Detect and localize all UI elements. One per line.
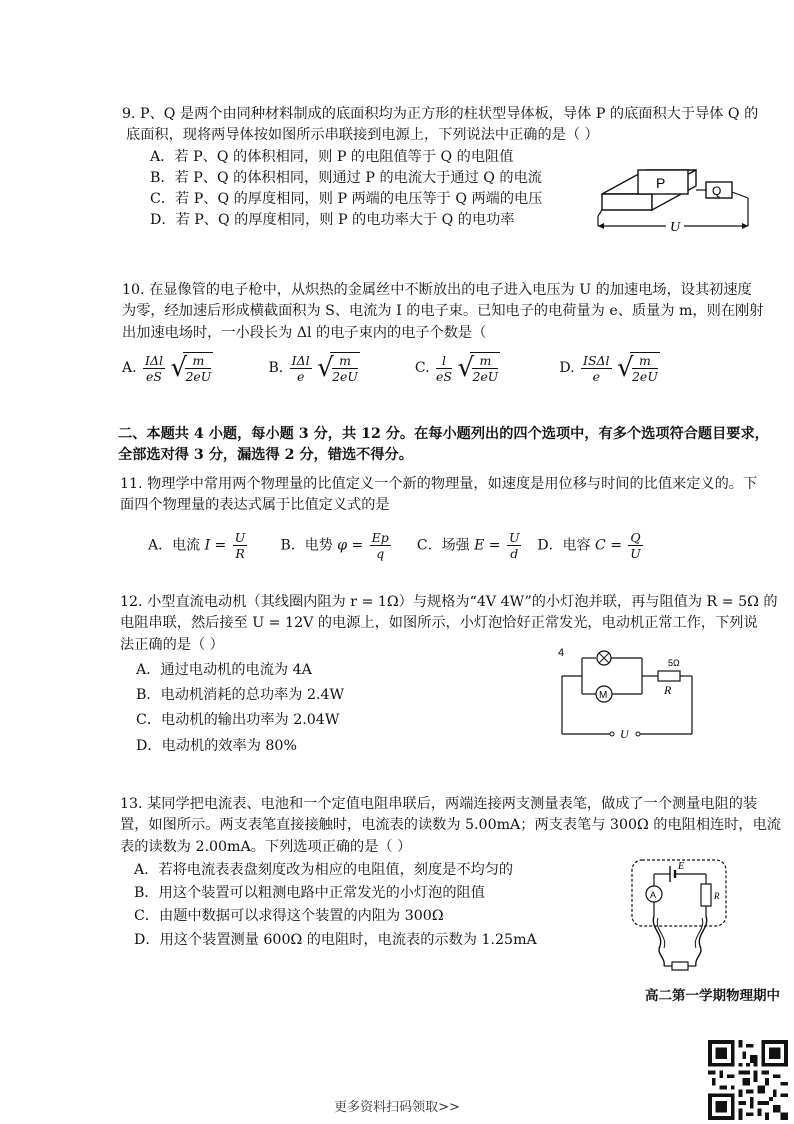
probe-wire-right: [696, 916, 707, 966]
mark-four: 4: [558, 647, 565, 659]
question-11-option-c: C．场强 E = $\frac{U}{d}$: [416, 530, 520, 561]
question-11-stem-1: 11. 物理学中常用两个物理量的比值定义一个新的物理量，如速度是用位移与时间的比值来定义的。下: [120, 476, 758, 492]
question-13-stem-2: 置，如图所示。两支表笔直接接触时，电流表的读数为 5.00mA；两支表笔与 300Ω 的电阻相连时，电流: [120, 817, 781, 834]
resistor-icon: [658, 671, 680, 681]
motor-circuit-figure: [556, 644, 706, 744]
question-13-stem-3: 表的读数为 2.00mA。下列选项正确的是（ ）: [120, 838, 412, 855]
question-11: [120, 474, 780, 517]
resistor-value-label: 5Ω: [668, 658, 680, 668]
fixed-resistor-icon: [701, 884, 711, 906]
plate-p-label: P: [656, 175, 666, 191]
resistor-label: R: [664, 683, 672, 697]
conductor-plates-figure: [594, 164, 766, 236]
footer-scan-prompt[interactable]: 更多资料扫码领取>>: [334, 1100, 460, 1115]
section-2-line-1: 二、本题共 4 小题，每小题 3 分，共 12 分。在每小题列出的四个选项中，有多个选项符合题目要求，: [118, 426, 769, 442]
question-12-option-c: C．电动机的输出功率为 2.04W: [136, 712, 340, 729]
question-9-stem-2: 底面积，现将两导体按如图所示串联接到电源上，下列说法中正确的是（ ）: [126, 127, 599, 144]
question-12-stem-3: 法正确的是（ ）: [120, 636, 224, 653]
question-10-stem-3: 出加速电场时，一小段长为 Δl 的电子束内的电子个数是（: [122, 324, 487, 341]
ammeter-label: A: [650, 890, 657, 900]
question-12-stem-2: 电阻串联，然后接至 U = 12V 的电源上，如图所示，小灯泡恰好正常发光，电动机正常工作，下列说: [120, 615, 758, 632]
question-9-option-b: B．若 P、Q 的体积相同，则通过 P 的电流大于通过 Q 的电流: [150, 169, 542, 186]
question-12-stem-1: 12. 小型直流电动机（其线圈内阻为 r = 1Ω）与规格为“4V 4W”的小灯泡并联，再与阻值为 R = 5Ω 的: [120, 594, 778, 610]
question-9-option-c: C．若 P、Q 的厚度相同，则 P 两端的电压等于 Q 两端的电压: [150, 191, 543, 208]
question-13-option-d: D．用这个装置测量 600Ω 的电阻时，电流表的示数为 1.25mA: [134, 931, 537, 948]
question-10-stem-2: 为零，经加速后形成横截面积为 S、电流为 I 的电子束。已知电子的电荷量为 e、质量为 m，则在刚射: [122, 303, 764, 320]
source-u-label: U: [620, 727, 629, 741]
question-9-stem-1: 9. P、Q 是两个由同种材料制成的底面积均为正方形的柱状型导体板，导体 P 的底面积大于导体 Q 的: [122, 106, 759, 122]
section-2-line-2: 全部选对得 3 分，漏选得 2 分，错选不得分。: [118, 447, 413, 464]
exam-title-label: 高二第一学期物理期中: [645, 988, 780, 1004]
question-12-option-a: A．通过电动机的电流为 4A: [136, 661, 312, 678]
question-11-option-b: B．电势 φ = $\frac{Ep}{q}$: [280, 530, 389, 561]
test-resistor-icon: [672, 962, 688, 970]
section-2-header: [118, 424, 778, 467]
question-11-options: [148, 530, 657, 561]
question-9-option-d: D．若 P、Q 的厚度相同，则 P 的电功率大于 Q 的电功率: [150, 212, 515, 229]
battery-e-label: E: [678, 861, 685, 872]
probe-wire-left: [653, 916, 664, 966]
question-13-stem-1: 13. 某同学把电流表、电池和一个定值电阻串联后，两端连接两支测量表笔，做成了一个测量电阻的装: [120, 796, 758, 812]
question-11-stem-2: 面四个物理量的表达式属于比值定义式的是: [120, 497, 390, 514]
ohmmeter-device-figure: [620, 856, 732, 974]
question-13-option-a: A．若将电流表表盘刻度改为相应的电阻值，刻度是不均匀的: [134, 861, 514, 878]
motor-label: M: [599, 690, 608, 701]
question-10-option-a: A. $\frac{\text{IΔl}}{eS}$ √ $\frac{m}{2eU}$: [122, 352, 264, 384]
question-10-options: [122, 352, 709, 384]
question-12-option-b: B．电动机消耗的总功率为 2.4W: [136, 687, 345, 704]
question-12-option-d: D．电动机的效率为 80%: [136, 737, 297, 754]
voltage-u-label: U: [670, 220, 681, 235]
question-10: [122, 280, 772, 344]
question-11-option-d: D．电容 C = $\frac{Q}{U}$: [537, 530, 641, 561]
question-13-option-c: C．由题中数据可以求得这个装置的内阻为 300Ω: [134, 908, 444, 925]
question-10-option-b: B. $\frac{\text{IΔl}}{e}$ √ $\frac{m}{2eU}$: [268, 352, 410, 384]
question-9-option-a: A．若 P、Q 的体积相同，则 P 的电阻值等于 Q 的电阻值: [150, 148, 514, 165]
fixed-resistor-label: R: [714, 891, 720, 901]
question-13-option-b: B．用这个装置可以粗测电路中正常发光的小灯泡的阻值: [134, 885, 485, 902]
question-10-stem-1: 10. 在显像管的电子枪中，从炽热的金属丝中不断放出的电子进入电压为 U 的加速电场，设其初速度: [122, 282, 752, 298]
question-10-option-d: D. $\frac{\text{ISΔl}}{e}$ √ $\frac{m}{2eU}$: [559, 352, 709, 384]
question-10-option-c: C. $\frac{l}{eS}$ √ $\frac{m}{2eU}$: [415, 352, 555, 384]
question-11-option-a: A．电流 I = $\frac{U}{R}$: [148, 530, 246, 561]
plate-q-label: Q: [712, 184, 722, 198]
